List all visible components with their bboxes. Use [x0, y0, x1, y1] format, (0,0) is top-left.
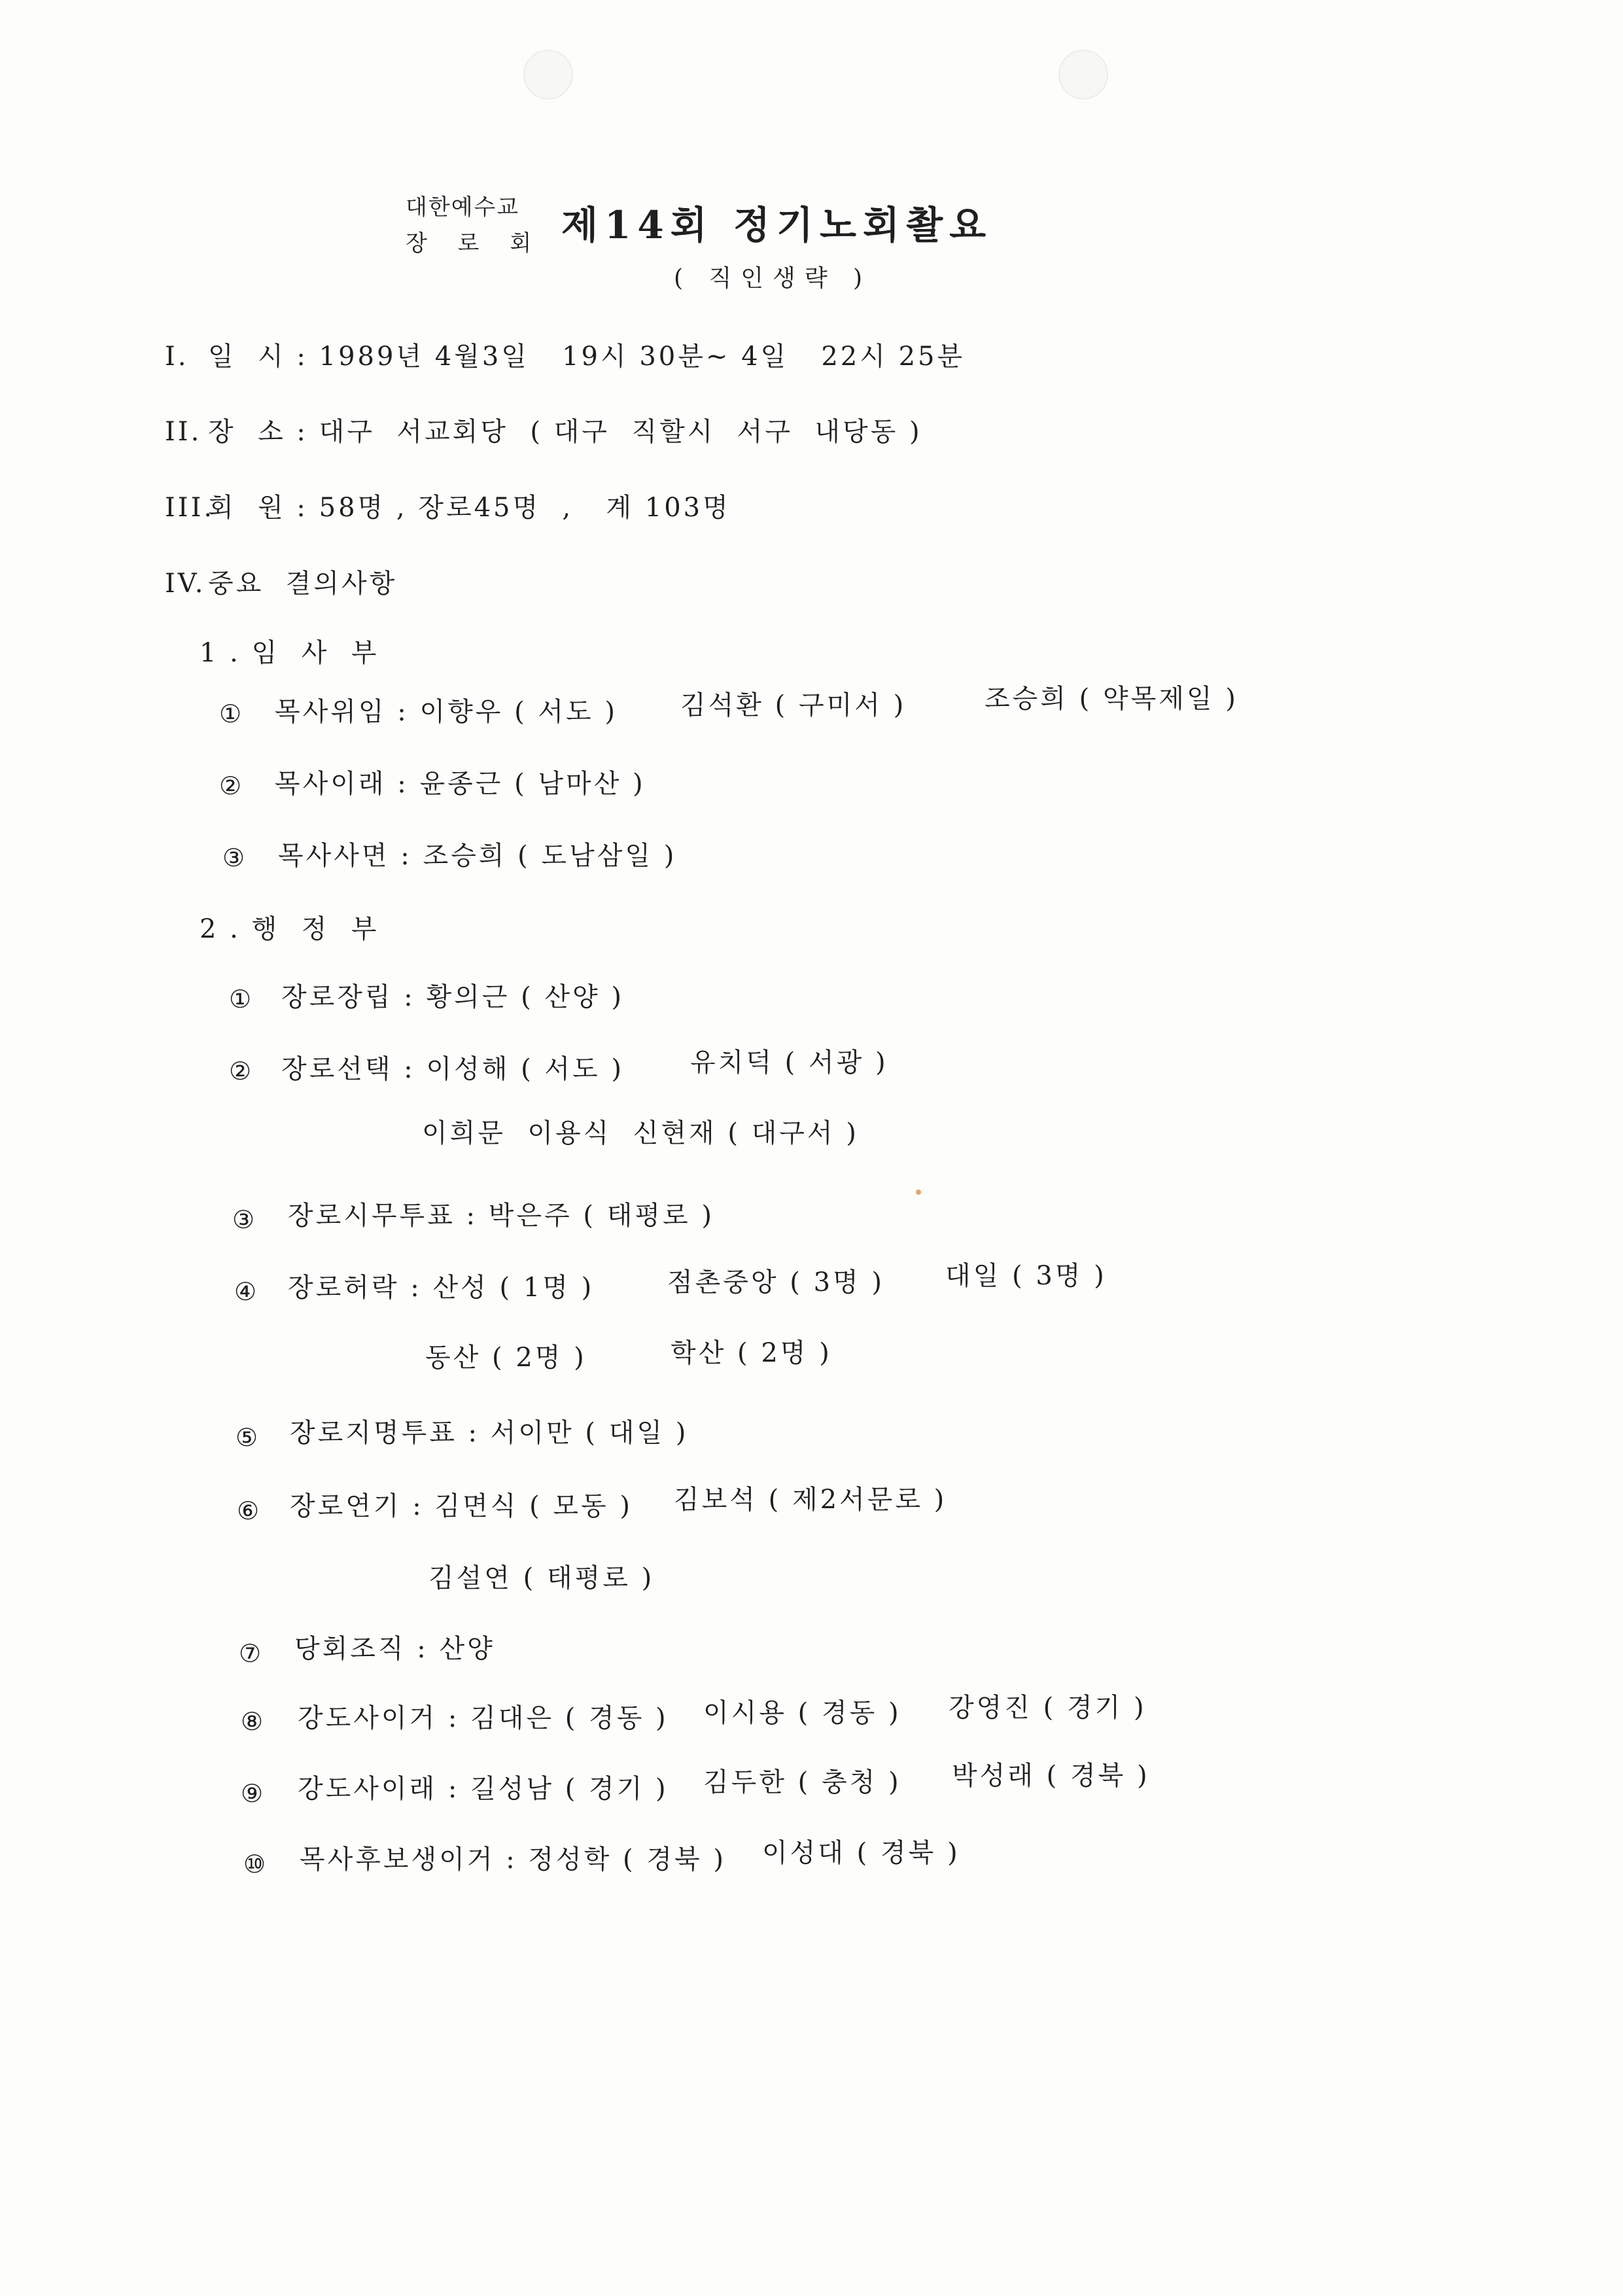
list-item-continuation: 이희문 이용식 신현재 ( 대구서 ) [422, 1118, 859, 1148]
item-number: ③ [222, 843, 245, 872]
list-item: 장로선택 : 이성해 ( 서도 ) [281, 1054, 625, 1084]
dept-2-heading: 2 . 행 정 부 [200, 914, 379, 944]
document-title: 제14회 정기노회촬요 [561, 203, 993, 247]
punch-hole [523, 50, 573, 99]
item-number: ⑨ [241, 1779, 264, 1808]
list-item: 목사사면 : 조승희 ( 도남삼일 ) [278, 841, 677, 871]
item-number: ⑤ [236, 1423, 258, 1452]
section-1-date: 일 시 : 1989년 4월3일 19시 30분~ 4일 22시 25분 [208, 342, 966, 372]
list-item-extra: 김두한 ( 충청 ) [703, 1767, 901, 1797]
list-item: 장로장립 : 황의근 ( 산양 ) [281, 982, 625, 1012]
list-item-continuation: 학산 ( 2명 ) [671, 1338, 832, 1368]
section-1-number: I. [165, 342, 189, 372]
dept-1-heading: 1 . 임 사 부 [200, 638, 379, 668]
list-item: 강도사이래 : 길성남 ( 경기 ) [298, 1774, 669, 1804]
org-line-1: 대한예수교 [406, 194, 520, 221]
list-item-extra: 점촌중앙 ( 3명 ) [667, 1267, 885, 1298]
section-3-number: III. [165, 493, 215, 523]
list-item: 당회조직 : 산양 [294, 1634, 495, 1664]
list-item-extra: 박성래 ( 경북 ) [952, 1761, 1150, 1791]
list-item: 장로시무투표 : 박은주 ( 태평로 ) [288, 1201, 714, 1231]
document-subtitle: ( 직인생략 ) [674, 265, 872, 292]
list-item: 장로지명투표 : 서이만 ( 대일 ) [290, 1418, 689, 1448]
list-item-continuation: 동산 ( 2명 ) [425, 1343, 587, 1373]
section-2-number: II. [165, 417, 202, 447]
item-number: ② [219, 771, 242, 800]
list-item: 목사이래 : 윤종근 ( 남마산 ) [275, 769, 646, 799]
section-4-number: IV. [165, 569, 206, 599]
item-number: ① [229, 985, 252, 1014]
item-number: ④ [234, 1277, 257, 1306]
list-item-extra: 유치덕 ( 서광 ) [690, 1048, 888, 1078]
item-number: ② [229, 1057, 252, 1086]
section-2-place: 장 소 : 대구 서교회당 ( 대구 직할시 서구 내당동 ) [208, 417, 922, 447]
list-item: 목사후보생이거 : 정성학 ( 경북 ) [300, 1845, 726, 1875]
list-item: 장로허락 : 산성 ( 1명 ) [288, 1273, 595, 1303]
list-item: 강도사이거 : 김대은 ( 경동 ) [298, 1703, 669, 1733]
item-number: ⑦ [239, 1639, 262, 1668]
item-number: ⑧ [241, 1707, 264, 1736]
list-item: 장로연기 : 김면식 ( 모동 ) [290, 1491, 633, 1521]
list-item-extra: 김석환 ( 구미서 ) [680, 690, 907, 720]
list-item-extra: 대일 ( 3명 ) [945, 1261, 1107, 1291]
list-item-extra: 이성대 ( 경북 ) [762, 1838, 960, 1868]
list-item-extra: 김보석 ( 제2서문로 ) [674, 1485, 947, 1515]
item-number: ⑩ [243, 1850, 266, 1879]
item-number: ⑥ [237, 1496, 260, 1525]
paper-speck [916, 1190, 921, 1195]
item-number: ③ [232, 1205, 255, 1234]
list-item-continuation: 김설연 ( 태평로 ) [428, 1563, 655, 1593]
list-item-extra: 이시용 ( 경동 ) [703, 1698, 901, 1728]
item-number: ① [219, 699, 242, 728]
section-3-members: 회 원 : 58명 , 장로45명 , 계 103명 [208, 493, 731, 523]
list-item-extra: 조승희 ( 약목제일 ) [985, 684, 1238, 714]
list-item: 목사위임 : 이향우 ( 서도 ) [275, 697, 618, 727]
punch-hole [1058, 50, 1108, 99]
org-line-2: 장 로 회 [406, 230, 544, 256]
section-4-resolutions: 중요 결의사항 [208, 569, 398, 599]
list-item-extra: 강영진 ( 경기 ) [949, 1693, 1147, 1723]
